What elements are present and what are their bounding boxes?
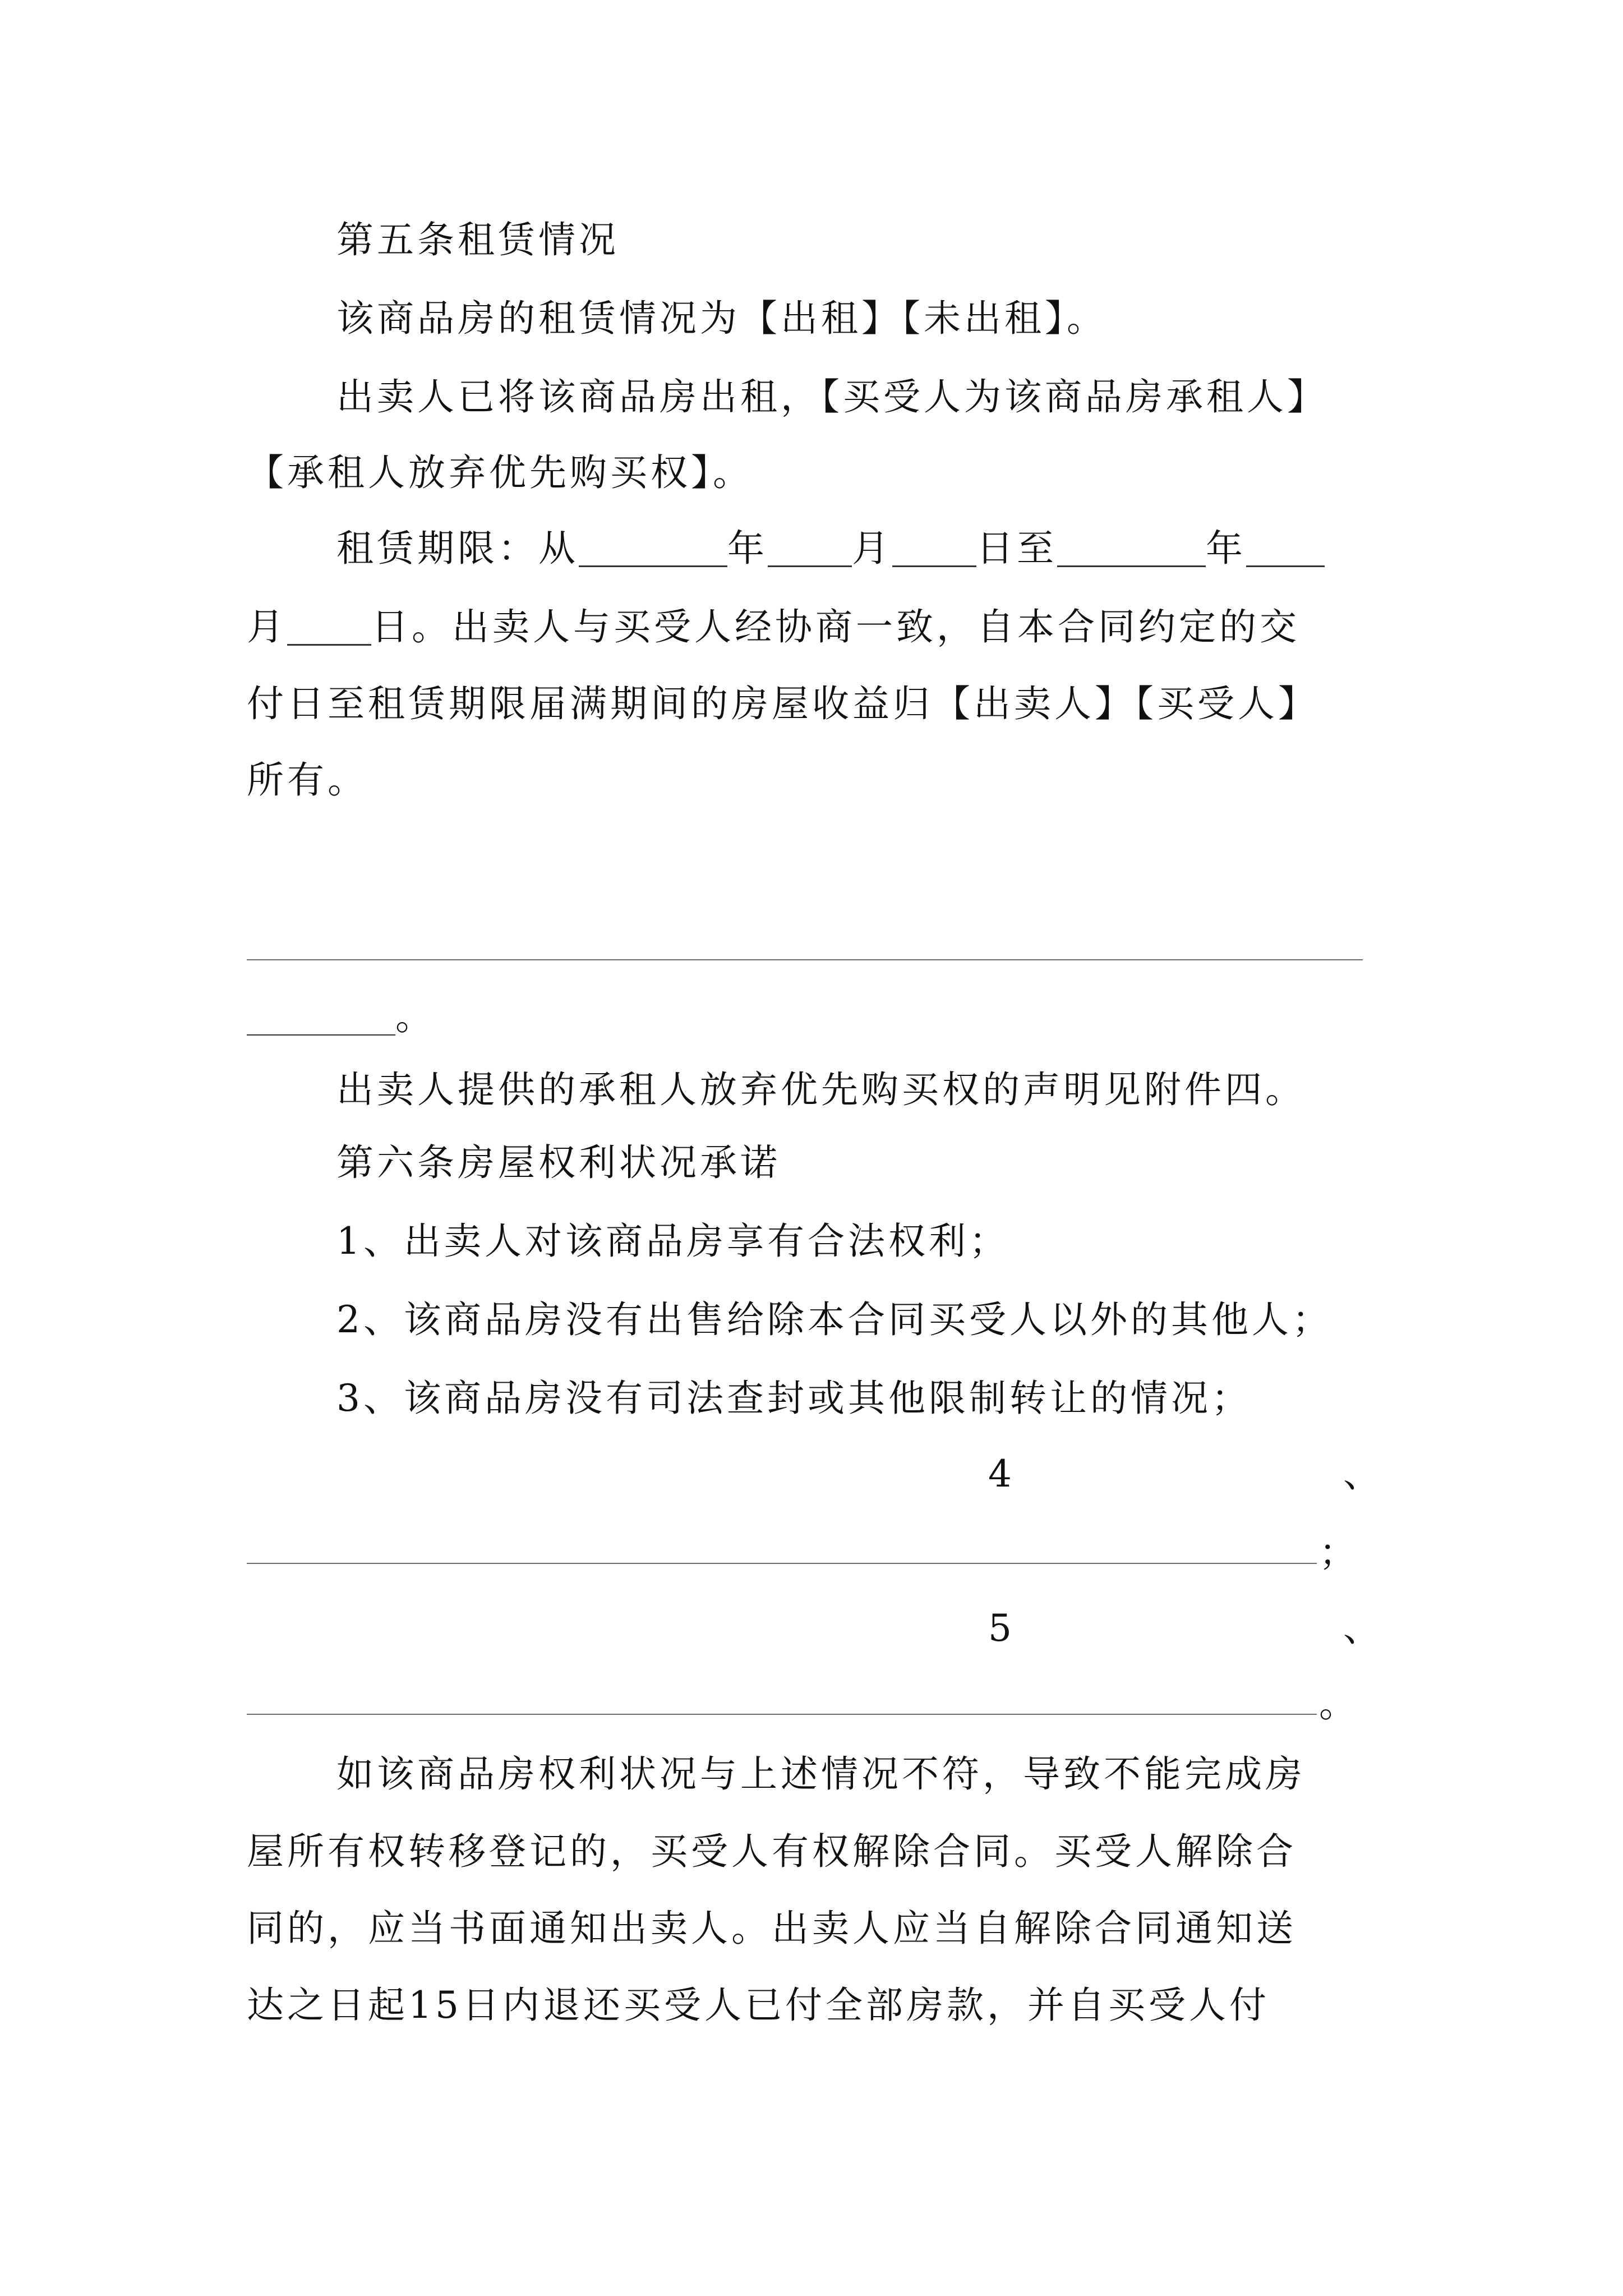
item-4-end: ； bbox=[1319, 1531, 1356, 1574]
lease-term-line-4: 所有。 bbox=[247, 758, 368, 802]
leased-line-2: 【承租人放弃优先购买权】。 bbox=[247, 451, 753, 494]
year-label: 年 bbox=[727, 527, 768, 570]
item-4-mark: 、 bbox=[1343, 1452, 1380, 1496]
discrepancy-line-2: 屋所有权转移登记的，买受人有权解除合同。买受人解除合 bbox=[247, 1830, 1297, 1873]
start-day-blank[interactable] bbox=[892, 532, 976, 567]
period-mark: 。 bbox=[395, 995, 436, 1038]
end-year-blank[interactable] bbox=[1057, 532, 1206, 567]
discrepancy-line-4: 达之日起15日内退还买受人已付全部房款，并自买受人付 bbox=[247, 1984, 1270, 2027]
blank-rule-1-continuation[interactable] bbox=[247, 1001, 395, 1036]
end-month-blank[interactable] bbox=[1246, 532, 1325, 567]
item-4-number: 4 bbox=[988, 1452, 1012, 1496]
day-to-label: 日至 bbox=[976, 527, 1057, 570]
rental-status-line: 该商品房的租赁情况为【出租】【未出租】。 bbox=[336, 297, 1107, 340]
end-day-blank[interactable] bbox=[287, 610, 371, 646]
month-label: 月 bbox=[852, 527, 892, 570]
promise-item-2: 2、该商品房没有出售给除本合同买受人以外的其他人； bbox=[336, 1298, 1332, 1341]
end-month-label: 月 bbox=[247, 605, 287, 648]
blank-rule-1-end bbox=[247, 995, 436, 1038]
blank-rule-1[interactable] bbox=[247, 959, 1363, 960]
item-5-blank[interactable] bbox=[247, 1714, 1317, 1715]
item-4-blank[interactable] bbox=[247, 1563, 1317, 1564]
lease-term-line-2 bbox=[247, 605, 1300, 648]
item-5-end: 。 bbox=[1319, 1682, 1356, 1726]
start-month-blank[interactable] bbox=[768, 532, 852, 567]
item-5-mark: 、 bbox=[1343, 1607, 1380, 1650]
lease-term-line-3: 付日至租赁期限届满期间的房屋收益归【出卖人】【买受人】 bbox=[247, 682, 1318, 725]
item-5-number: 5 bbox=[988, 1607, 1012, 1650]
waiver-statement: 出卖人提供的承租人放弃优先购买权的声明见附件四。 bbox=[336, 1068, 1306, 1111]
end-year-label: 年 bbox=[1206, 527, 1246, 570]
lease-term-text: 日。出卖人与买受人经协商一致，自本合同约定的交 bbox=[371, 605, 1300, 648]
article-6-heading: 第六条房屋权利状况承诺 bbox=[336, 1141, 781, 1184]
article-5-heading: 第五条租赁情况 bbox=[336, 218, 619, 261]
promise-item-1: 1、出卖人对该商品房享有合法权利； bbox=[336, 1220, 1009, 1263]
leased-line-1: 出卖人已将该商品房出租，【买受人为该商品房承租人】 bbox=[336, 375, 1327, 418]
lease-term-line-1 bbox=[336, 527, 1325, 570]
lease-term-label: 租赁期限：从 bbox=[336, 527, 579, 570]
promise-item-3: 3、该商品房没有司法查封或其他限制转让的情况； bbox=[336, 1377, 1252, 1420]
discrepancy-line-1: 如该商品房权利状况与上述情况不符，导致不能完成房 bbox=[336, 1752, 1306, 1796]
start-year-blank[interactable] bbox=[579, 532, 727, 567]
discrepancy-line-3: 同的，应当书面通知出卖人。出卖人应当自解除合同通知送 bbox=[247, 1907, 1297, 1950]
